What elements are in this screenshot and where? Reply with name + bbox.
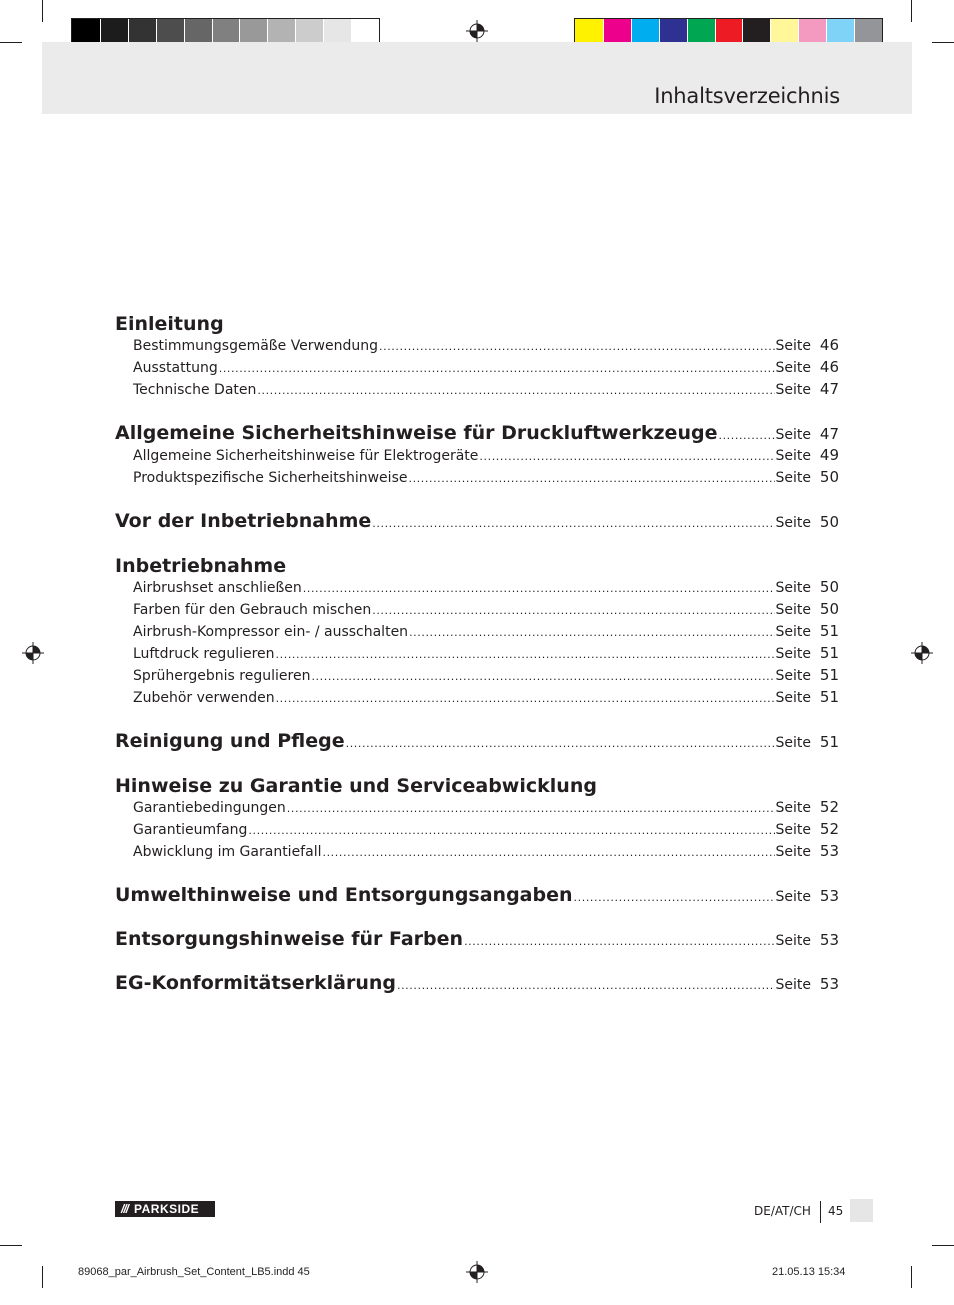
- logo-slashes: ///: [121, 1202, 129, 1216]
- section-gap: [115, 710, 839, 730]
- toc-page-number: 50: [819, 600, 839, 618]
- toc-entry: [115, 666, 839, 688]
- toc-page-number: 52: [819, 820, 839, 838]
- toc-section: [115, 510, 839, 534]
- toc-entry: [115, 600, 839, 622]
- toc-section-entry: [115, 928, 839, 952]
- crop-mark: [932, 1245, 954, 1246]
- page-prefix: Seite: [775, 933, 811, 949]
- toc-section: [115, 972, 839, 996]
- dot-leader: [257, 384, 774, 397]
- dot-leader: [479, 450, 774, 463]
- crop-mark: [42, 0, 43, 22]
- toc-page-number: 53: [819, 931, 839, 949]
- toc-page-number: 51: [819, 644, 839, 662]
- toc-entry: [115, 798, 839, 820]
- page-prefix: Seite: [775, 515, 811, 531]
- toc-entry: [115, 336, 839, 358]
- toc-page-number: 50: [819, 468, 839, 486]
- toc-entry: [115, 820, 839, 842]
- dot-leader: [372, 517, 774, 530]
- crop-mark: [911, 0, 912, 22]
- section-gap: [115, 534, 839, 554]
- parkside-logo: [115, 1201, 215, 1217]
- date-slug: 21.05.13 15:34: [772, 1266, 846, 1278]
- toc-entry-label: Umwelthinweise und Entsorgungsangaben: [115, 884, 573, 906]
- toc-section: [115, 774, 839, 864]
- toc-entry: [115, 644, 839, 666]
- toc-entry: [115, 688, 839, 710]
- toc-entry-label: Technische Daten: [133, 382, 257, 398]
- toc-page-number: 51: [819, 688, 839, 706]
- file-slug: 89068_par_Airbrush_Set_Content_LB5.indd 45: [78, 1266, 310, 1278]
- dot-leader: [276, 692, 775, 705]
- dot-leader: [276, 648, 775, 661]
- page-prefix: Seite: [775, 668, 811, 684]
- dot-leader: [322, 846, 774, 859]
- section-gap: [115, 952, 839, 972]
- registration-mark-icon: [911, 642, 933, 664]
- table-of-contents: [115, 312, 839, 996]
- page-title: Inhaltsverzeichnis: [654, 84, 840, 108]
- page-number: 45: [828, 1204, 844, 1218]
- registration-mark-icon: [466, 1261, 488, 1283]
- toc-entry-label: Bestimmungsgemäße Verwendung: [133, 338, 379, 354]
- toc-page-number: 51: [819, 666, 839, 684]
- toc-entry-label: Luftdruck regulieren: [133, 646, 275, 662]
- toc-section: [115, 928, 839, 952]
- section-gap: [115, 754, 839, 774]
- crop-mark: [932, 42, 954, 43]
- toc-section-heading: Einleitung: [115, 313, 224, 335]
- toc-page-number: 52: [819, 798, 839, 816]
- toc-entry-label: Abwicklung im Garantiefall: [133, 844, 322, 860]
- toc-entry: [115, 842, 839, 864]
- page-prefix: Seite: [775, 448, 811, 464]
- section-gap: [115, 490, 839, 510]
- registration-mark-icon: [22, 642, 44, 664]
- registration-mark-icon: [466, 20, 488, 42]
- toc-entry-label: Garantiebedingungen: [133, 800, 286, 816]
- toc-entry: [115, 446, 839, 468]
- toc-entry-label: Entsorgungshinweise für Farben: [115, 928, 464, 950]
- toc-entry: [115, 358, 839, 380]
- page-prefix: Seite: [775, 427, 811, 443]
- toc-section: [115, 730, 839, 754]
- toc-page-number: 51: [819, 733, 839, 751]
- toc-entry-label: Farben für den Gebrauch mischen: [133, 602, 372, 618]
- toc-section-entry: [115, 510, 839, 534]
- section-gap: [115, 864, 839, 884]
- toc-entry-label: EG-Konformitätserklärung: [115, 972, 396, 994]
- page-prefix: Seite: [775, 977, 811, 993]
- dot-leader: [379, 340, 774, 353]
- toc-section: [115, 554, 839, 710]
- page-prefix: Seite: [775, 602, 811, 618]
- toc-entry-label: Allgemeine Sicherheitshinweise für Elektrogeräte: [133, 448, 479, 464]
- toc-section-entry: [115, 730, 839, 754]
- crop-mark: [0, 1245, 22, 1246]
- page-number-box: [850, 1199, 873, 1222]
- toc-entry-label: Sprühergebnis regulieren: [133, 668, 311, 684]
- language-code: DE/AT/CH: [754, 1204, 811, 1218]
- toc-section-heading: Hinweise zu Garantie und Serviceabwicklung: [115, 775, 597, 797]
- dot-leader: [311, 670, 774, 683]
- section-gap: [115, 402, 839, 422]
- crop-mark: [42, 1266, 43, 1288]
- dot-leader: [219, 362, 775, 375]
- toc-page-number: 53: [819, 887, 839, 905]
- page-prefix: Seite: [775, 470, 811, 486]
- toc-page-number: 53: [819, 842, 839, 860]
- dot-leader: [718, 429, 774, 442]
- toc-page-number: 46: [819, 336, 839, 354]
- page-prefix: Seite: [775, 338, 811, 354]
- page-prefix: Seite: [775, 382, 811, 398]
- section-gap: [115, 908, 839, 928]
- toc-section: [115, 312, 839, 402]
- dot-leader: [408, 472, 774, 485]
- page-prefix: Seite: [775, 844, 811, 860]
- toc-section-entry: [115, 972, 839, 996]
- toc-page-number: 50: [819, 513, 839, 531]
- toc-page-number: 53: [819, 975, 839, 993]
- toc-entry-label: Airbrushset anschließen: [133, 580, 302, 596]
- toc-section: [115, 884, 839, 908]
- toc-section: [115, 422, 839, 490]
- toc-section-heading: Inbetriebnahme: [115, 555, 287, 577]
- toc-entry: [115, 622, 839, 644]
- dot-leader: [346, 737, 775, 750]
- toc-entry: [115, 578, 839, 600]
- footer-divider: [820, 1201, 821, 1223]
- page-prefix: Seite: [775, 646, 811, 662]
- toc-page-number: 46: [819, 358, 839, 376]
- toc-entry-label: Zubehör verwenden: [133, 690, 275, 706]
- dot-leader: [574, 891, 775, 904]
- dot-leader: [287, 802, 775, 815]
- toc-section-entry: [115, 422, 839, 446]
- toc-entry: [115, 380, 839, 402]
- toc-entry-label: Produktspezifische Sicherheitshinweise: [133, 470, 408, 486]
- page-prefix: Seite: [775, 889, 811, 905]
- dot-leader: [303, 582, 775, 595]
- dot-leader: [372, 604, 774, 617]
- toc-entry: [115, 468, 839, 490]
- toc-entry-label: Reinigung und Pflege: [115, 730, 345, 752]
- logo-text: PARKSIDE: [134, 1202, 200, 1216]
- crop-mark: [911, 1266, 912, 1288]
- page-prefix: Seite: [775, 624, 811, 640]
- toc-entry-label: Ausstattung: [133, 360, 218, 376]
- dot-leader: [409, 626, 774, 639]
- toc-section-entry: [115, 884, 839, 908]
- dot-leader: [248, 824, 774, 837]
- dot-leader: [397, 979, 775, 992]
- toc-page-number: 47: [819, 380, 839, 398]
- crop-mark: [0, 42, 22, 43]
- toc-page-number: 51: [819, 622, 839, 640]
- toc-page-number: 50: [819, 578, 839, 596]
- toc-entry-label: Garantieumfang: [133, 822, 248, 838]
- toc-entry-label: Vor der Inbetriebnahme: [115, 510, 372, 532]
- dot-leader: [464, 935, 774, 948]
- page-prefix: Seite: [775, 800, 811, 816]
- page-prefix: Seite: [775, 735, 811, 751]
- page-prefix: Seite: [775, 690, 811, 706]
- toc-page-number: 47: [819, 425, 839, 443]
- page-prefix: Seite: [775, 580, 811, 596]
- page-prefix: Seite: [775, 360, 811, 376]
- page-prefix: Seite: [775, 822, 811, 838]
- toc-entry-label: Airbrush-Kompressor ein- / ausschalten: [133, 624, 409, 640]
- toc-page-number: 49: [819, 446, 839, 464]
- toc-entry-label: Allgemeine Sicherheitshinweise für Druckluftwerkzeuge: [115, 422, 718, 444]
